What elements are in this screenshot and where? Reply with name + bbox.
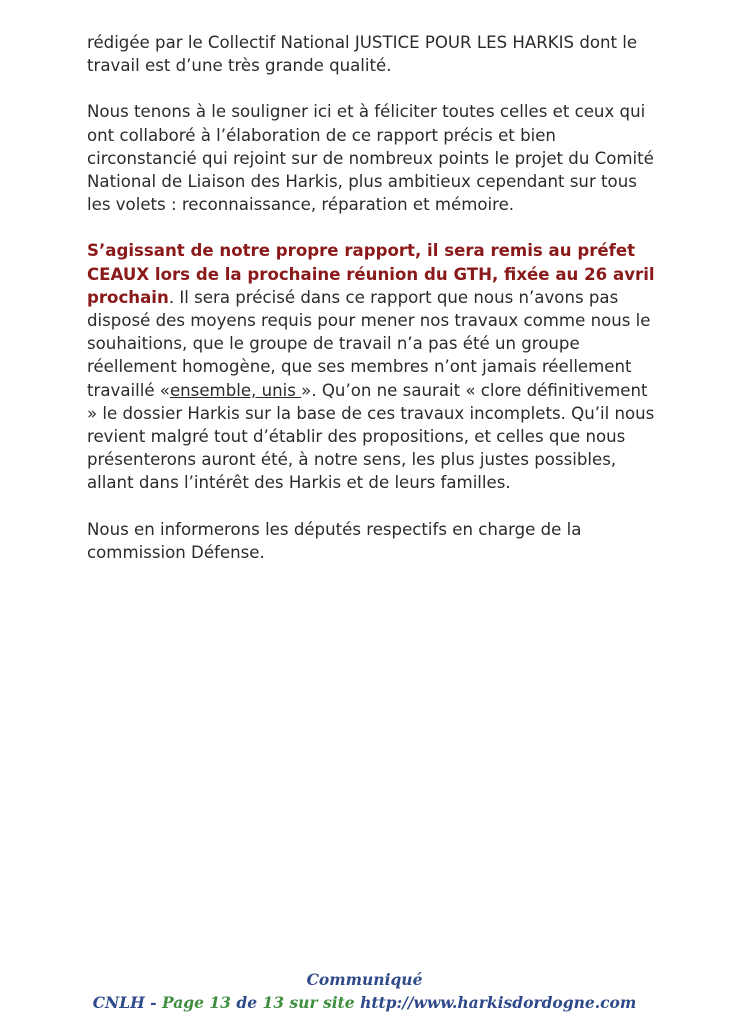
footer-title: Communiqué [306,970,423,989]
emphasis-report-delivery: S’agissant de notre propre rapport, il sera remis au préfet CEAUX lors de la prochaine réunion du GTH, fixée au 26 avril prochain [87,241,655,307]
footer-page-word: Page [161,993,204,1012]
paragraph-3-text-b: ». Qu’on ne saurait « clore définitivement » le dossier Harkis sur la base de ces travaux incomplets. Qu’il nous revient malgré tout d’établir des propositions, et celles que nous présenterons auront été, à notre sens, les plus justes possibles, allant dans l’intérêt des Harkis et de leurs familles. [87,380,655,493]
footer-site-text: sur site [289,993,355,1012]
footer-of-word: de [236,993,258,1012]
footer-page-total: 13 [262,993,285,1012]
footer-org: CNLH [92,993,145,1012]
footer-url-link[interactable]: http://www.harkisdordogne.com [360,993,637,1012]
paragraph-3-text-a: . Il sera précisé dans ce rapport que nous n’avons pas disposé des moyens requis pour mener nos travaux comme nous le souhaitions, que le groupe de travail n’a pas été un groupe réellement homogène, que ses membres n’ont jamais réellement travaillé « [87,287,651,400]
footer-page-info [0,993,729,1013]
paragraph-4: Nous en informerons les députés respectifs en charge de la commission Défense. [87,519,582,562]
paragraph-3 [87,239,657,494]
paragraph-2: Nous tenons à le souligner ici et à féliciter toutes celles et ceux qui ont collaboré à l’élaboration de ce rapport précis et bien circonstancié qui rejoint sur de nombreux points le projet du Comité National de Liaison des Harkis, plus ambitieux cependant sur tous les volets : reconnaissance, réparation et mémoire. [87,102,654,215]
underlined-phrase: ensemble, unis [169,380,302,400]
paragraph-1: rédigée par le Collectif National JUSTICE POUR LES HARKIS dont le travail est d’une très grande qualité. [87,33,638,76]
footer-page-number: 13 [209,993,231,1012]
document-body [87,31,657,587]
footer-separator: - [144,993,162,1012]
